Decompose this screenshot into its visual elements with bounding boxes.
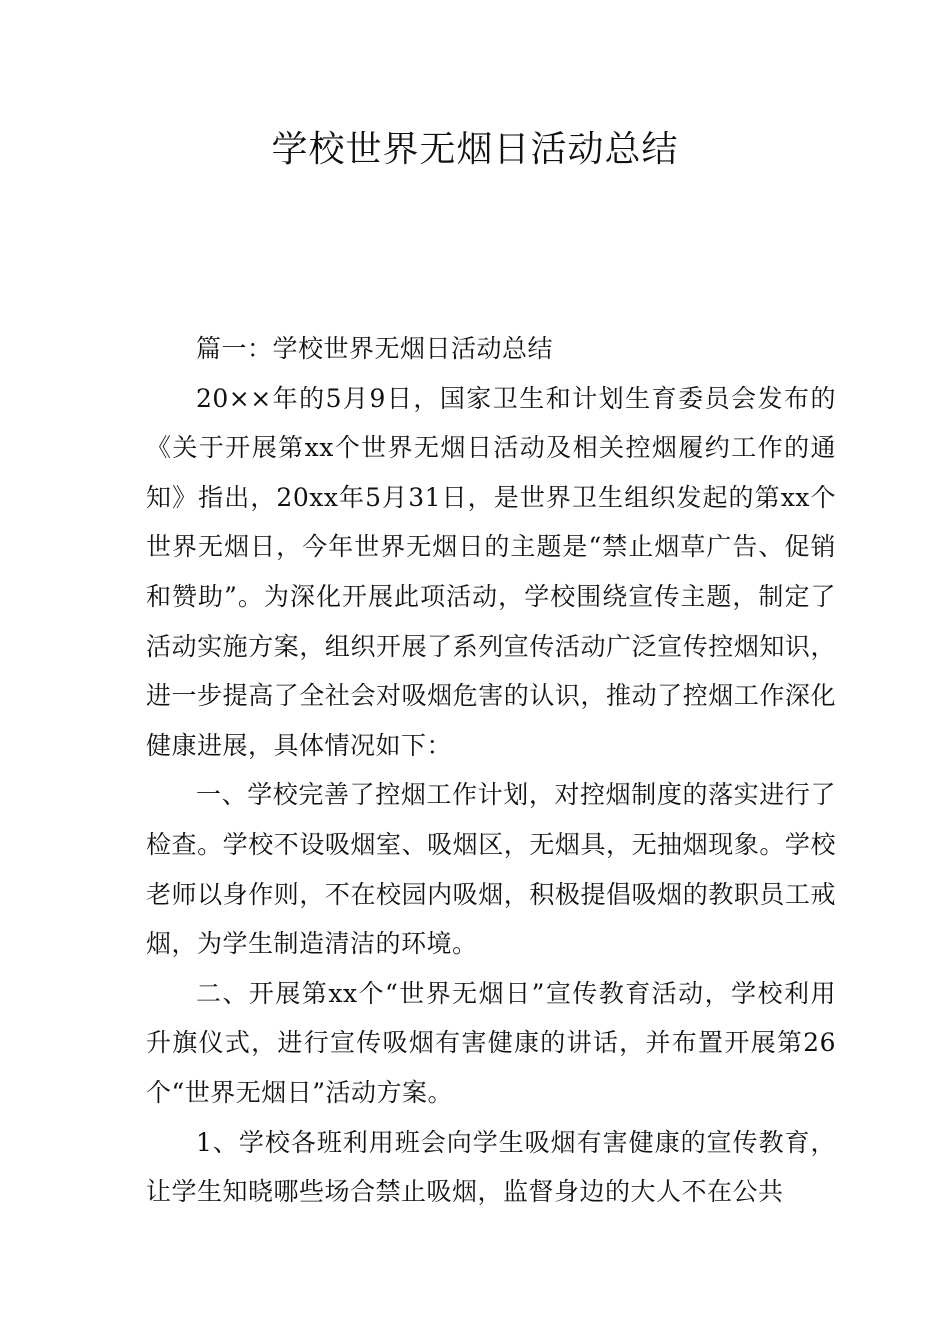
paragraph-section-two: 二、开展第xx个“世界无烟日”宣传教育活动，学校利用升旗仪式，进行宣传吸烟有害健康的讲话，并布置开展第26个“世界无烟日”活动方案。: [146, 978, 836, 1107]
paragraph-heading: 篇一：学校世界无烟日活动总结: [196, 334, 554, 363]
paragraph-intro: 20××年的5月9日，国家卫生和计划生育委员会发布的《关于开展第xx个世界无烟日活动及相关控烟履约工作的通知》指出，20xx年5月31日，是世界卫生组织发起的第xx个世界无烟日，今年世界无烟日的主题是“禁止烟草广告、促销和赞助”。为深化开展此项活动，学校围绕宣传主题，制定了活动实施方案，组织开展了系列宣传活动广泛宣传控烟知识，进一步提高了全社会对吸烟危害的认识，推动了控烟工作深化健康进展，具体情况如下：: [146, 383, 836, 760]
document-title: 学校世界无烟日活动总结: [271, 129, 679, 170]
paragraph-section-one: 一、学校完善了控烟工作计划，对控烟制度的落实进行了检查。学校不设吸烟室、吸烟区，无烟具，无抽烟现象。学校老师以身作则，不在校园内吸烟，积极提倡吸烟的教职员工戒烟，为学生制造清洁的环境。: [146, 780, 836, 959]
document-body: [146, 324, 836, 1217]
paragraph-item-one: 1、学校各班利用班会向学生吸烟有害健康的宣传教育，让学生知晓哪些场合禁止吸烟，监督身边的大人不在公共: [146, 1127, 836, 1207]
